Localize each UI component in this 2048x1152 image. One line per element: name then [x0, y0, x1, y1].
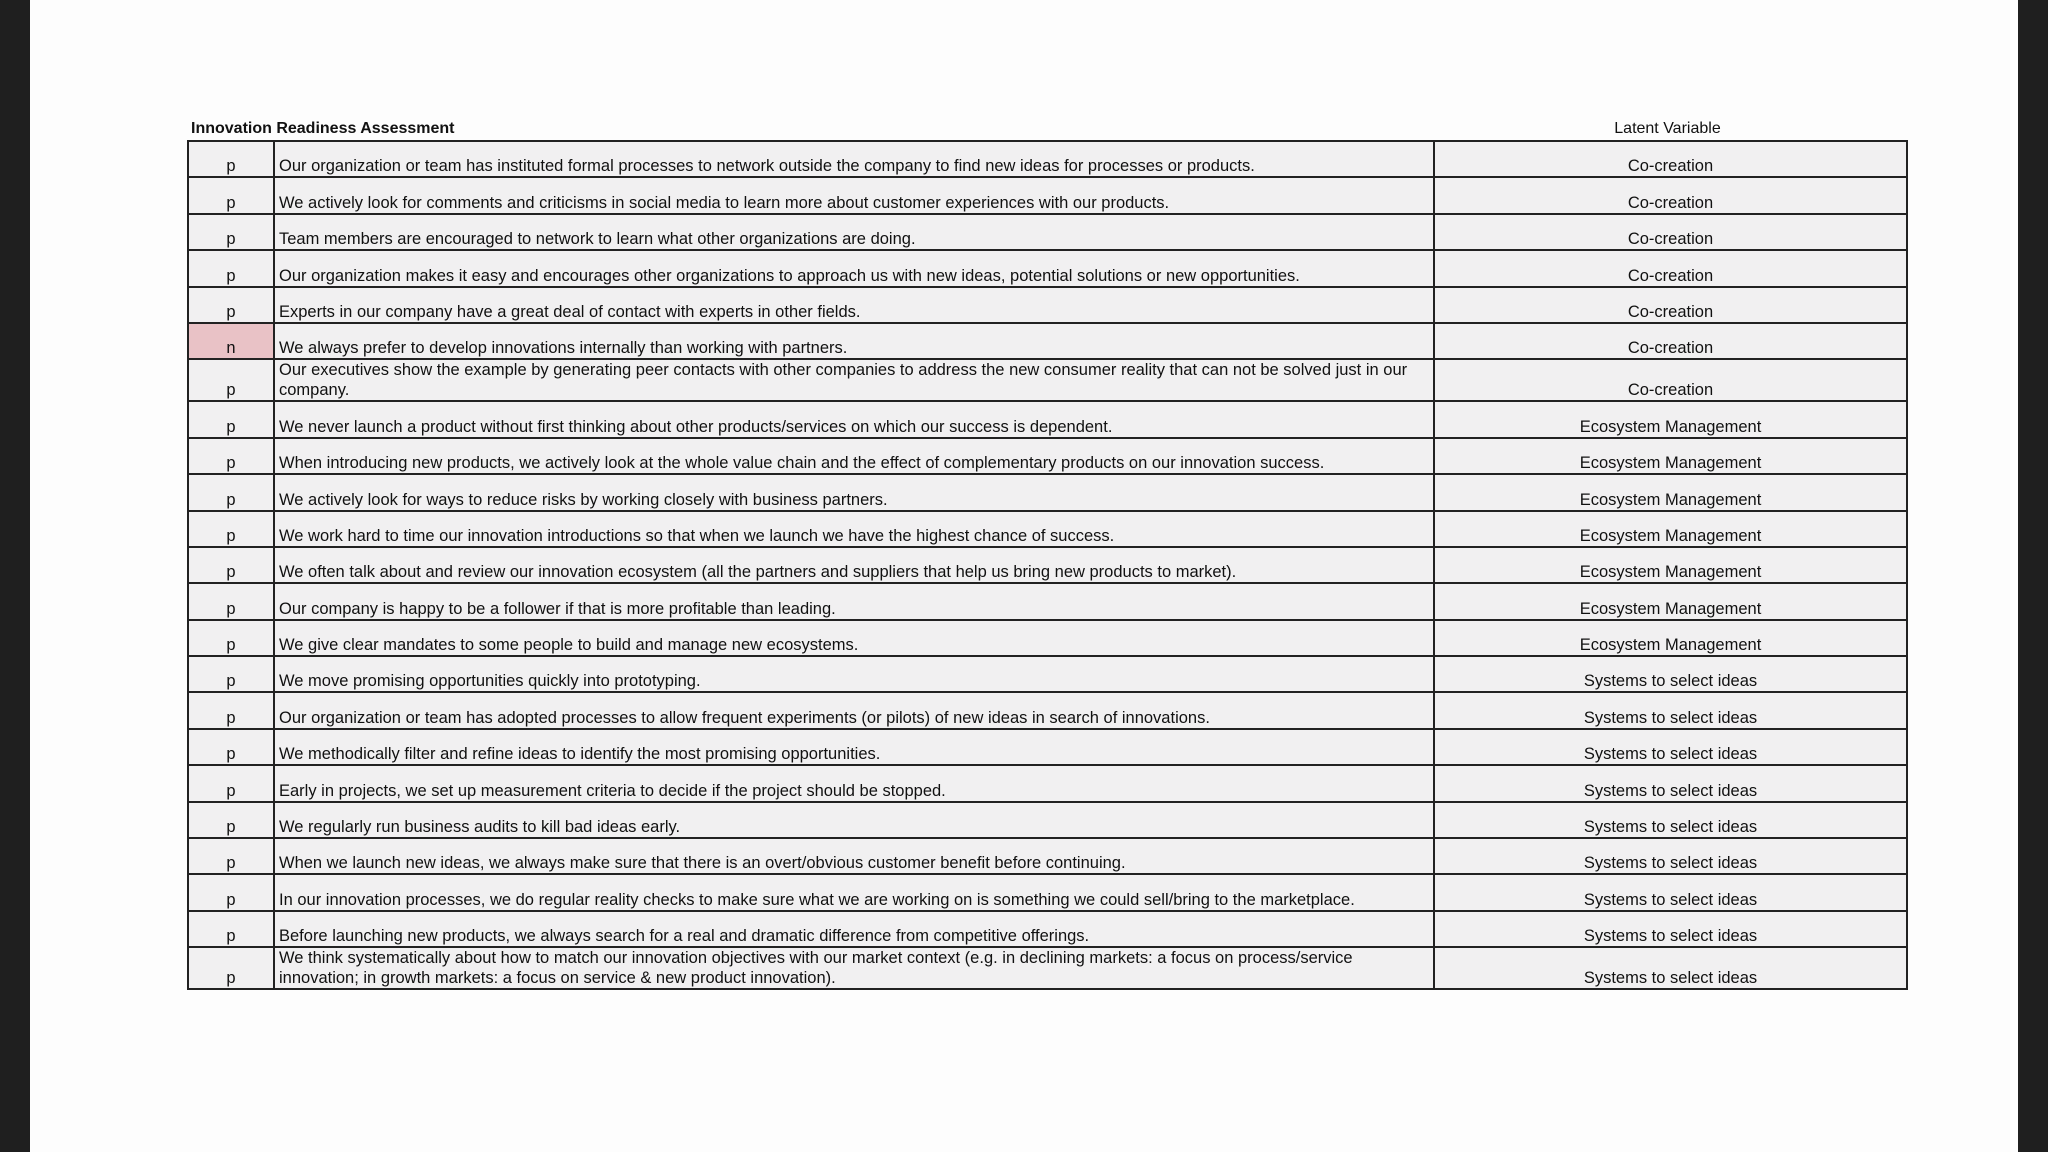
latent-variable-cell: Ecosystem Management — [1434, 474, 1907, 510]
latent-variable-cell: Systems to select ideas — [1434, 838, 1907, 874]
latent-variable-cell: Co-creation — [1434, 250, 1907, 286]
table-row — [188, 323, 1907, 359]
polarity-cell: p — [188, 547, 274, 583]
polarity-cell: p — [188, 287, 274, 323]
statement-cell: Early in projects, we set up measurement criteria to decide if the project should be stopped. — [274, 765, 1434, 801]
table-row — [188, 359, 1907, 401]
statement-cell: We work hard to time our innovation introductions so that when we launch we have the highest chance of success. — [274, 511, 1434, 547]
table-row — [188, 911, 1907, 947]
table-row — [188, 729, 1907, 765]
polarity-cell: p — [188, 177, 274, 213]
statement-cell: In our innovation processes, we do regular reality checks to make sure what we are working on is something we could sell/bring to the marketplace. — [274, 874, 1434, 910]
sheet-header — [187, 118, 1908, 140]
table-row — [188, 874, 1907, 910]
table-row — [188, 547, 1907, 583]
statement-cell: Our company is happy to be a follower if that is more profitable than leading. — [274, 583, 1434, 619]
statement-cell: We actively look for ways to reduce risks by working closely with business partners. — [274, 474, 1434, 510]
table-row — [188, 620, 1907, 656]
latent-variable-cell: Ecosystem Management — [1434, 401, 1907, 437]
polarity-cell: p — [188, 438, 274, 474]
statement-cell: We often talk about and review our innovation ecosystem (all the partners and suppliers that help us bring new products to market). — [274, 547, 1434, 583]
polarity-cell: p — [188, 620, 274, 656]
statement-cell: We never launch a product without first thinking about other products/services on which our success is dependent. — [274, 401, 1434, 437]
polarity-cell: p — [188, 838, 274, 874]
polarity-cell: p — [188, 214, 274, 250]
polarity-cell: p — [188, 874, 274, 910]
assessment-sheet — [187, 118, 1908, 990]
statement-cell: Our organization or team has adopted processes to allow frequent experiments (or pilots) of new ideas in search of innovations. — [274, 692, 1434, 728]
table-row — [188, 474, 1907, 510]
document-page — [30, 0, 2018, 1152]
polarity-cell: p — [188, 947, 274, 989]
polarity-cell: p — [188, 583, 274, 619]
latent-variable-cell: Systems to select ideas — [1434, 874, 1907, 910]
statement-cell: We give clear mandates to some people to build and manage new ecosystems. — [274, 620, 1434, 656]
latent-variable-cell: Ecosystem Management — [1434, 583, 1907, 619]
statement-cell: When we launch new ideas, we always make sure that there is an overt/obvious customer benefit before continuing. — [274, 838, 1434, 874]
statement-cell: Team members are encouraged to network to learn what other organizations are doing. — [274, 214, 1434, 250]
latent-variable-cell: Co-creation — [1434, 287, 1907, 323]
statement-cell: We actively look for comments and criticisms in social media to learn more about customer experiences with our products. — [274, 177, 1434, 213]
table-row — [188, 947, 1907, 989]
statement-cell: Before launching new products, we always search for a real and dramatic difference from competitive offerings. — [274, 911, 1434, 947]
table-row — [188, 838, 1907, 874]
polarity-cell: p — [188, 692, 274, 728]
polarity-cell: p — [188, 765, 274, 801]
statement-cell: Experts in our company have a great deal of contact with experts in other fields. — [274, 287, 1434, 323]
latent-variable-cell: Systems to select ideas — [1434, 692, 1907, 728]
polarity-cell: p — [188, 729, 274, 765]
table-row — [188, 656, 1907, 692]
statement-cell: We think systematically about how to match our innovation objectives with our market context (e.g. in declining markets: a focus on process/service innovation; in growth markets: a focus on service & new product innovation). — [274, 947, 1434, 989]
polarity-cell: p — [188, 250, 274, 286]
table-row — [188, 765, 1907, 801]
statement-cell: We always prefer to develop innovations internally than working with partners. — [274, 323, 1434, 359]
latent-variable-cell: Systems to select ideas — [1434, 656, 1907, 692]
assessment-table — [187, 140, 1908, 990]
table-row — [188, 401, 1907, 437]
polarity-cell: p — [188, 656, 274, 692]
table-row — [188, 141, 1907, 177]
latent-variable-cell: Ecosystem Management — [1434, 511, 1907, 547]
polarity-cell: p — [188, 141, 274, 177]
table-row — [188, 214, 1907, 250]
table-row — [188, 692, 1907, 728]
polarity-cell: n — [188, 323, 274, 359]
latent-variable-cell: Co-creation — [1434, 177, 1907, 213]
table-row — [188, 511, 1907, 547]
table-row — [188, 802, 1907, 838]
statement-cell: We regularly run business audits to kill bad ideas early. — [274, 802, 1434, 838]
latent-variable-cell: Ecosystem Management — [1434, 620, 1907, 656]
statement-cell: Our organization or team has instituted formal processes to network outside the company to find new ideas for processes or products. — [274, 141, 1434, 177]
sheet-title: Innovation Readiness Assessment — [191, 120, 455, 137]
statement-cell: Our executives show the example by generating peer contacts with other companies to address the new consumer reality that can not be solved just in our company. — [274, 359, 1434, 401]
latent-variable-cell: Systems to select ideas — [1434, 947, 1907, 989]
statement-cell: We move promising opportunities quickly into prototyping. — [274, 656, 1434, 692]
latent-variable-cell: Systems to select ideas — [1434, 911, 1907, 947]
statement-cell: We methodically filter and refine ideas to identify the most promising opportunities. — [274, 729, 1434, 765]
table-row — [188, 287, 1907, 323]
polarity-cell: p — [188, 359, 274, 401]
latent-variable-cell: Co-creation — [1434, 214, 1907, 250]
latent-variable-cell: Ecosystem Management — [1434, 547, 1907, 583]
latent-variable-cell: Systems to select ideas — [1434, 765, 1907, 801]
statement-cell: Our organization makes it easy and encourages other organizations to approach us with new ideas, potential solutions or new opportunities. — [274, 250, 1434, 286]
statement-cell: When introducing new products, we actively look at the whole value chain and the effect of complementary products on our innovation success. — [274, 438, 1434, 474]
latent-variable-cell: Co-creation — [1434, 359, 1907, 401]
latent-variable-cell: Co-creation — [1434, 141, 1907, 177]
table-row — [188, 583, 1907, 619]
polarity-cell: p — [188, 911, 274, 947]
latent-variable-cell: Systems to select ideas — [1434, 729, 1907, 765]
table-row — [188, 250, 1907, 286]
latent-variable-cell: Ecosystem Management — [1434, 438, 1907, 474]
assessment-table-body — [188, 141, 1907, 989]
table-row — [188, 438, 1907, 474]
latent-variable-cell: Co-creation — [1434, 323, 1907, 359]
polarity-cell: p — [188, 401, 274, 437]
latent-variable-header: Latent Variable — [1614, 120, 1721, 137]
polarity-cell: p — [188, 474, 274, 510]
polarity-cell: p — [188, 511, 274, 547]
table-row — [188, 177, 1907, 213]
polarity-cell: p — [188, 802, 274, 838]
latent-variable-cell: Systems to select ideas — [1434, 802, 1907, 838]
